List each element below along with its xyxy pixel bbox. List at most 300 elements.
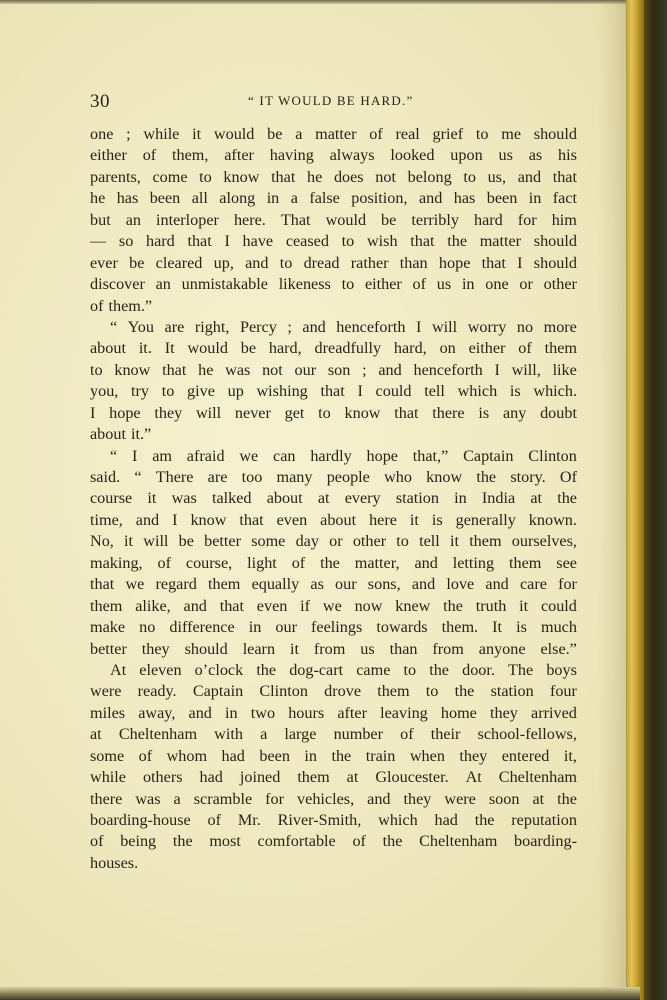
word: it,: [563, 746, 577, 765]
word: were: [444, 789, 476, 808]
word: cleared: [155, 253, 203, 272]
word: but: [90, 210, 111, 229]
word: unmistakable: [181, 275, 268, 294]
word: is: [516, 618, 527, 637]
word: hardly: [310, 446, 352, 465]
word: us,: [487, 167, 507, 186]
word: we: [239, 446, 259, 465]
word: be: [178, 532, 194, 551]
text-line: [90, 381, 577, 402]
word: now: [354, 596, 383, 615]
word: upon: [450, 146, 483, 165]
word: could: [540, 596, 577, 615]
word: when: [409, 746, 445, 765]
word: I: [517, 253, 523, 272]
word: ;: [126, 125, 131, 143]
word: they: [459, 746, 488, 765]
word: that: [162, 360, 187, 379]
text-line: [90, 488, 577, 509]
word: station: [490, 682, 534, 701]
word: reputation: [511, 811, 577, 829]
word: be: [381, 210, 397, 229]
word: the: [172, 832, 193, 851]
word: houses.: [90, 853, 139, 872]
word: who: [384, 468, 412, 486]
text-line: [90, 124, 577, 145]
word: are: [207, 468, 228, 486]
word: them,: [172, 146, 209, 165]
word: henceforth: [336, 317, 406, 336]
word: Cheltenham: [498, 768, 577, 787]
word: You: [127, 317, 154, 336]
word: in: [248, 618, 262, 637]
text-line: [90, 853, 577, 874]
word: them: [90, 596, 123, 615]
word: know: [114, 360, 151, 379]
word: that: [410, 232, 435, 251]
word: have: [242, 232, 274, 251]
word: one: [485, 275, 509, 294]
word: Clinton: [259, 682, 308, 701]
word: on: [439, 339, 456, 358]
word: false: [309, 189, 340, 208]
word: Cheltenham: [419, 832, 498, 851]
text-line: [90, 596, 577, 617]
word: that: [90, 575, 115, 594]
word: had: [199, 768, 223, 787]
running-title: “ IT WOULD BE HARD.”: [248, 93, 414, 108]
word: arrived: [531, 703, 577, 722]
word: At: [465, 768, 482, 787]
word: the: [557, 789, 577, 808]
word: belong: [407, 167, 452, 186]
word: learn: [242, 639, 276, 658]
word: all: [191, 189, 208, 208]
word: that,”: [412, 446, 449, 465]
word: know: [190, 510, 227, 529]
word: is: [431, 510, 443, 529]
word: and: [418, 189, 443, 208]
word: care: [519, 575, 547, 594]
word: other: [543, 275, 577, 294]
word: to: [279, 253, 293, 272]
word: letting: [452, 553, 495, 572]
page-header: [90, 91, 580, 115]
word: our: [335, 575, 357, 594]
word: school-fellows,: [477, 725, 577, 744]
word: ready.: [137, 682, 177, 701]
word: some: [251, 532, 286, 551]
word: at: [532, 789, 545, 808]
word: real: [395, 125, 420, 143]
word: any: [502, 403, 527, 422]
word: soon: [488, 789, 520, 808]
word: me: [501, 125, 522, 143]
word: up,: [213, 253, 234, 272]
word: ;: [362, 360, 367, 379]
text-line: [90, 681, 577, 702]
word: no: [139, 618, 156, 637]
word: and: [183, 596, 207, 615]
word: which.: [533, 382, 577, 401]
word: hard: [474, 210, 503, 229]
word: hard,: [268, 339, 302, 358]
word: us: [360, 639, 375, 658]
book-spine-gilt-edge: [626, 0, 644, 1000]
word: and: [414, 553, 438, 572]
word: sons,: [367, 575, 401, 594]
word: and: [188, 703, 212, 722]
word: India: [481, 489, 516, 508]
word: them.: [441, 618, 479, 637]
word: either: [90, 146, 127, 165]
text-line: [90, 467, 577, 488]
text-line: [90, 145, 577, 166]
word: henceforth: [413, 360, 483, 379]
word: boys: [546, 660, 577, 679]
word: as: [310, 575, 324, 594]
word: be: [240, 339, 257, 358]
word: it: [449, 532, 459, 551]
word: of: [352, 832, 366, 851]
word: had: [221, 746, 245, 765]
word: I: [416, 317, 422, 336]
page-bottom-edge: [0, 987, 640, 1000]
word: that: [552, 167, 577, 186]
text-line: [90, 617, 577, 638]
word: I: [90, 403, 96, 422]
text-line: [90, 574, 577, 595]
word: the: [320, 553, 340, 572]
word: to: [318, 403, 331, 422]
word: in: [528, 189, 542, 208]
word: of: [291, 553, 306, 572]
word: the: [454, 682, 475, 701]
word: The: [508, 660, 534, 679]
word: it.”: [130, 425, 152, 444]
word: was: [225, 360, 251, 379]
word: even: [256, 596, 288, 615]
word: else.”: [540, 639, 577, 658]
word: been: [149, 189, 181, 208]
word: discover: [90, 275, 145, 294]
word: matter,: [354, 553, 400, 572]
word: to: [403, 660, 417, 679]
page-gutter-shadow: [598, 0, 628, 1000]
word: the: [476, 468, 497, 486]
word: “: [110, 446, 118, 465]
word: it.: [138, 339, 152, 358]
word: dread: [303, 253, 340, 272]
word: for: [558, 575, 577, 594]
word: here: [369, 510, 397, 529]
word: boarding-house: [90, 811, 191, 829]
word: doubt: [540, 403, 577, 422]
word: get: [284, 403, 305, 422]
word: regard: [155, 575, 197, 594]
word: will: [143, 532, 169, 551]
word: was: [135, 789, 161, 808]
word: four: [549, 682, 577, 701]
word: terribly: [411, 210, 459, 229]
word: Captain: [463, 446, 514, 465]
word: Gloucester.: [375, 768, 449, 787]
text-line: [90, 210, 577, 231]
word: scramble: [193, 789, 253, 808]
word: It: [164, 339, 175, 358]
word: in: [461, 275, 475, 294]
text-line: [90, 296, 577, 317]
word: we: [125, 575, 145, 594]
word: our: [275, 618, 297, 637]
word: see: [556, 553, 577, 572]
word: there: [90, 789, 123, 808]
word: of: [142, 146, 157, 165]
word: will,: [511, 360, 541, 379]
word: matter: [479, 232, 522, 251]
word: should: [533, 253, 577, 272]
word: the: [474, 811, 495, 829]
word: as: [528, 146, 543, 165]
word: the: [331, 746, 352, 765]
word: better: [90, 639, 127, 658]
word: it: [147, 489, 157, 508]
word: anyone: [478, 639, 526, 658]
text-line: [90, 789, 577, 810]
word: Cheltenham: [118, 725, 198, 744]
word: the: [256, 660, 277, 679]
word: his: [558, 146, 577, 165]
word: Mr.: [237, 811, 261, 829]
word: dog-cart: [289, 660, 344, 679]
word: That: [280, 210, 311, 229]
word: would: [213, 125, 255, 143]
text-line: [90, 767, 577, 788]
word: about: [320, 510, 357, 529]
word: to: [341, 232, 355, 251]
word: difference: [169, 618, 235, 637]
word: most: [209, 832, 241, 851]
word: number: [333, 725, 384, 744]
word: to: [341, 275, 355, 294]
word: I: [224, 232, 230, 251]
word: they: [403, 789, 432, 808]
word: we: [322, 596, 342, 615]
word: comfortable: [257, 832, 336, 851]
word: o’clock: [194, 660, 244, 679]
word: there: [432, 403, 465, 422]
word: generally: [455, 510, 516, 529]
text-line: [90, 188, 577, 209]
word: talked: [211, 489, 252, 508]
word: know: [426, 468, 463, 486]
word: can: [273, 446, 296, 465]
word: from: [432, 639, 464, 658]
word: of: [369, 125, 383, 143]
word: grief: [432, 125, 464, 143]
word: afraid: [186, 446, 225, 465]
word: to: [199, 167, 212, 186]
word: they: [141, 639, 170, 658]
word: try: [131, 382, 150, 401]
word: ourselves,: [511, 532, 577, 551]
word: matter: [315, 125, 357, 143]
word: about: [90, 339, 126, 358]
word: right,: [194, 317, 230, 336]
word: not: [262, 360, 283, 379]
word: about: [266, 489, 303, 508]
word: hope: [438, 253, 471, 272]
word: miles: [90, 703, 126, 722]
word: many: [276, 468, 313, 486]
word: along: [219, 189, 256, 208]
word: so: [118, 232, 134, 251]
word: at: [90, 725, 102, 744]
word: large: [284, 725, 317, 744]
word: likeness: [278, 275, 331, 294]
word: light: [247, 553, 277, 572]
word: known.: [528, 510, 577, 529]
word: them.”: [108, 296, 153, 315]
word: will: [195, 403, 222, 422]
text-line: [90, 810, 577, 831]
word: about: [90, 425, 126, 444]
word: know: [344, 403, 381, 422]
word: he: [307, 167, 323, 186]
word: it: [124, 532, 134, 551]
book-spine-cover: [644, 0, 667, 1000]
word: it: [409, 510, 419, 529]
word: am: [152, 446, 172, 465]
word: Captain: [192, 682, 244, 701]
word: position,: [351, 189, 408, 208]
word: whom: [166, 746, 208, 765]
word: to: [90, 360, 103, 379]
text-line: [90, 510, 577, 531]
word: more: [543, 317, 577, 336]
word: not: [375, 167, 396, 186]
word: had: [434, 811, 458, 829]
text-line: [90, 360, 577, 381]
word: much: [540, 618, 577, 637]
word: to: [425, 682, 439, 701]
word: worry: [467, 317, 507, 336]
word: tell: [424, 382, 445, 401]
word: be: [129, 253, 145, 272]
word: in: [454, 489, 467, 508]
word: of: [400, 725, 414, 744]
word: boarding-: [514, 832, 577, 851]
word: them: [297, 768, 330, 787]
word: joined: [239, 768, 281, 787]
word: station: [395, 489, 439, 508]
word: the: [382, 832, 403, 851]
word: and: [378, 360, 402, 379]
word: he: [90, 189, 106, 208]
word: to: [463, 167, 476, 186]
word: which: [378, 811, 418, 829]
word: eleven: [139, 660, 182, 679]
word: they: [490, 703, 518, 722]
word: I: [132, 446, 138, 465]
word: said.: [90, 468, 121, 486]
word: no: [516, 317, 534, 336]
word: was: [171, 489, 197, 508]
text-line: [90, 167, 577, 188]
word: us: [436, 275, 452, 294]
word: and: [367, 789, 391, 808]
word: and: [411, 575, 436, 594]
word: in: [266, 189, 280, 208]
word: hope: [366, 446, 398, 465]
word: time,: [90, 510, 123, 529]
word: course: [90, 489, 133, 508]
word: that: [187, 232, 212, 251]
word: them: [377, 682, 410, 701]
word: home: [440, 703, 477, 722]
word: with: [214, 725, 243, 744]
text-line: [90, 274, 577, 295]
word: and: [517, 167, 542, 186]
text-line: [90, 424, 577, 445]
word: Percy: [239, 317, 277, 336]
word: truth: [475, 596, 507, 615]
word: of: [157, 553, 171, 572]
word: after: [224, 146, 254, 165]
word: should: [184, 639, 228, 658]
word: that: [239, 510, 264, 529]
word: came: [356, 660, 391, 679]
word: them: [509, 553, 542, 572]
text-line: [90, 724, 577, 745]
word: knew: [395, 596, 431, 615]
word: interloper: [156, 210, 219, 229]
word: than: [399, 253, 428, 272]
word: be: [267, 125, 283, 143]
word: and: [245, 253, 269, 272]
word: leaving: [380, 703, 428, 722]
word: a: [290, 189, 298, 208]
word: here.: [233, 210, 266, 229]
word: the: [443, 596, 463, 615]
word: and: [135, 510, 160, 529]
word: other: [352, 532, 387, 551]
word: is: [509, 382, 521, 401]
word: ceased: [285, 232, 329, 251]
word: that: [394, 403, 419, 422]
word: No,: [90, 532, 114, 551]
text-line: [90, 531, 577, 552]
word: he: [198, 360, 214, 379]
word: them: [208, 575, 241, 594]
word: door.: [462, 660, 495, 679]
word: at: [530, 489, 543, 508]
word: you,: [90, 382, 119, 401]
word: equally: [251, 575, 300, 594]
word: at: [317, 489, 330, 508]
word: than: [389, 639, 418, 658]
word: drove: [324, 682, 362, 701]
word: of: [138, 746, 153, 765]
text-line: [90, 446, 577, 467]
word: the: [447, 232, 468, 251]
text-line: [90, 253, 577, 274]
word: hope: [109, 403, 141, 422]
word: I: [494, 360, 500, 379]
word: has: [453, 189, 476, 208]
word: like: [552, 360, 577, 379]
word: would: [187, 339, 228, 358]
